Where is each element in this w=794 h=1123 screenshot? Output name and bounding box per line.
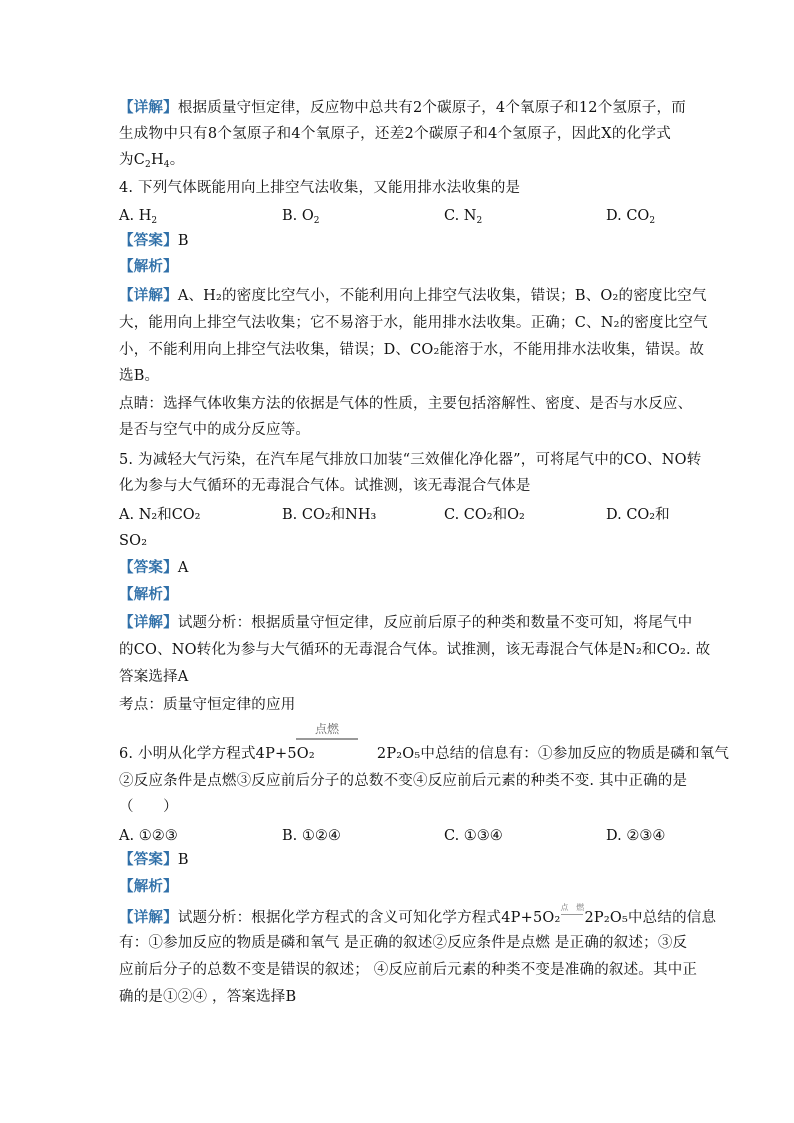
q6-detail-line-3: 应前后分子的总数不变是错误的叙述； ④反应前后元素的种类不变是准确的叙述。其中正 [119,962,698,978]
q5-option-d-cont: SO₂ [119,533,148,549]
q4-option-d: D. $CO_2$ [606,208,656,226]
q5-option-c: C. CO₂和O₂ [444,507,525,523]
q3-detail-line-3: 为$C_2H_4$。 [119,152,185,170]
reaction-condition-small: 点燃 [560,906,584,922]
q4-detail-line-3: 小，不能利用向上排空气法收集，错误；D、CO₂能溶于水，不能用排水法收集，错误。故 [119,342,705,358]
q6-stem-line-2: ②反应条件是点燃③反应前后分子的总数不变④反应前后元素的种类不变. 其中正确的是 [119,773,688,789]
q5-option-a: A. N₂和CO₂ [119,507,201,523]
q5-detail-line-3: 答案选择A [119,669,189,685]
q6-stem-line-1: 6. 小明从化学方程式4P+5O₂ 2P₂O₅中总结的信息有：①参加反应的物质是磷和氧气 [119,746,730,762]
q5-option-b: B. CO₂和NH₃ [282,507,377,523]
q6-detail-line-2: 有：①参加反应的物质是磷和氧气 是正确的叙述②反应条件是点燃 是正确的叙述；③反 [119,935,688,951]
q6-option-a: A. ①②③ [119,828,178,844]
q5-stem-line-1: 5. 为减轻大气污染，在汽车尾气排放口加装“三效催化净化器”，可将尾气中的CO、NO转 [119,452,702,468]
detail-tag: 【详解】 [119,99,178,116]
q4-option-b: B. $O_2$ [282,208,320,226]
q4-analysis-tag: 【解析】 [119,258,178,275]
q6-option-d: D. ②③④ [606,828,666,844]
q5-detail-line-1: 【详解】试题分析：根据质量守恒定律，反应前后原子的种类和数量不变可知，将尾气中 [119,614,693,631]
reaction-condition-label: 点燃 [314,722,339,736]
q3-detail-line-2: 生成物中只有8个氢原子和4个氧原子，还差2个碳原子和4个氢原子，因此X的化学式 [119,126,671,142]
reaction-condition [296,720,358,740]
q4-detail-line-2: 大，能用向上排空气法收集；它不易溶于水，能用排水法收集。正确；C、N₂的密度比空气 [119,315,708,331]
q5-detail-line-2: 的CO、NO转化为参与大气循环的无毒混合气体。试推测，该无毒混合气体是N₂和CO₂. 故 [119,642,711,658]
q6-detail-line-1: 【详解】试题分析：根据化学方程式的含义可知化学方程式4P+5O₂ 点燃 2P₂O₅中总结的信息 [119,903,717,926]
q4-stem: 4. 下列气体既能用向上排空气法收集，又能用排水法收集的是 [119,180,521,196]
q5-point: 考点：质量守恒定律的应用 [119,697,296,713]
q4-tip-line-2: 是否与空气中的成分反应等。 [119,422,311,438]
q3-detail-line-1: 【详解】根据质量守恒定律，反应物中总共有2个碳原子，4个氧原子和12个氢原子，而 [119,99,686,116]
q5-answer: 【答案】A [119,559,189,576]
q5-option-d: D. CO₂和 [606,507,670,523]
q4-option-a: A. $H_2$ [119,208,158,226]
q5-stem-line-2: 化为参与大气循环的无毒混合气体。试推测，该无毒混合气体是 [119,478,531,494]
q4-answer: 【答案】B [119,232,189,249]
q6-stem-line-3: （ ） [119,799,178,815]
q6-option-b: B. ①②④ [282,828,341,844]
q6-detail-line-4: 确的是①②④ ，答案选择B [119,989,297,1005]
q5-analysis-tag: 【解析】 [119,586,178,603]
reaction-arrow [296,738,358,740]
q4-detail-line-1: 【详解】A、H₂的密度比空气小，不能利用向上排空气法收集，错误；B、O₂的密度比空气 [119,287,707,304]
q6-option-c: C. ①③④ [444,828,503,844]
q6-answer: 【答案】B [119,851,189,868]
q4-option-c: C. $N_2$ [444,208,483,226]
q4-detail-line-4: 选B。 [119,368,160,384]
q4-tip-line-1: 点睛：选择气体收集方法的依据是气体的性质，主要包括溶解性、密度、是否与水反应、 [119,396,693,412]
q6-analysis-tag: 【解析】 [119,878,178,895]
